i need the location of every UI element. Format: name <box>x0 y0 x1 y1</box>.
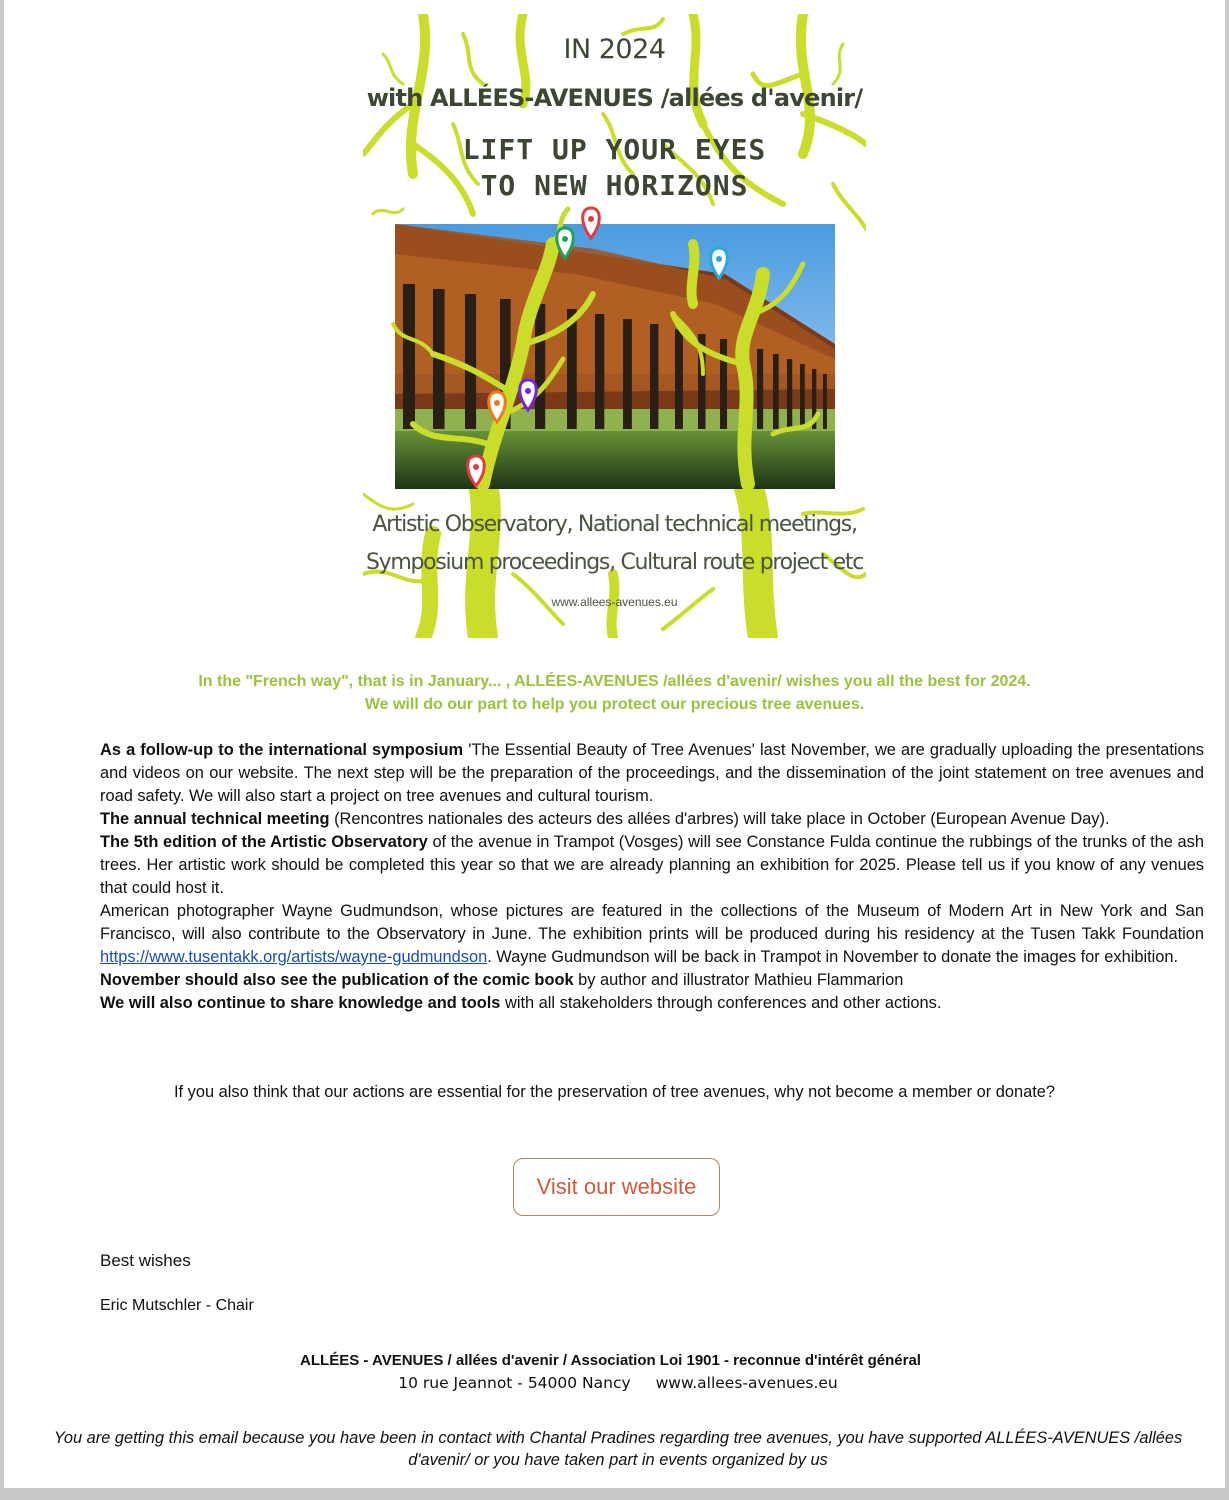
poster-image <box>363 14 866 638</box>
paragraph-symposium-bold: As a follow-up to the international symposium <box>100 741 464 759</box>
map-pin-dot <box>473 464 479 470</box>
paragraph-photographer <box>100 900 1204 969</box>
signature: Eric Mutschler - Chair <box>100 1297 254 1314</box>
paragraph-comic-book <box>100 969 1204 992</box>
paragraph-artistic-observatory <box>100 831 1204 900</box>
membership-question: If you also think that our actions are essential for the preservation of tree avenues, why not become a member or donate? <box>173 1083 1056 1101</box>
paragraph-comic-book-bold: November should also see the publication of the comic book <box>100 971 574 989</box>
poster-year: IN 2024 <box>563 34 666 65</box>
footer-website[interactable]: www.allees-avenues.eu <box>655 1374 838 1392</box>
closing-greeting: Best wishes <box>100 1251 191 1270</box>
map-pin-icon <box>557 228 574 258</box>
newsletter-body <box>100 739 1204 1015</box>
poster-org-name: with ALLÉES-AVENUES /allées d'avenir/ <box>366 84 863 112</box>
paragraph-photographer-text: American photographer Wayne Gudmundson, whose pictures are featured in the collections of the Museum of Modern Art in New York and San Francisco, will also contribute to the Observatory in June. The exhibition prints will be produced during his residency at the Tusen Takk Foundation <box>100 902 1204 943</box>
footer-org: ALLÉES - AVENUES / allées d'avenir / Association Loi 1901 - reconnue d'intérêt général <box>300 1352 921 1369</box>
poster-subtitle <box>363 506 866 582</box>
paragraph-comic-book-text: by author and illustrator Mathieu Flammarion <box>573 971 904 989</box>
paragraph-artistic-observatory-text: of the avenue in Trampot (Vosges) will see Constance Fulda continue the rubbings of the trunks of the ash trees. Her artistic work should be completed this year so that we are already planning an exhibition for 2025. Please tell us if you know of any venues that could host it. <box>100 833 1204 897</box>
map-pin-dot <box>494 400 500 406</box>
paragraph-technical-meeting-bold: The annual technical meeting <box>100 810 330 828</box>
paragraph-knowledge <box>100 992 1204 1015</box>
map-pin-icon <box>583 208 600 238</box>
poster-subtitle-line-2: Symposium proceedings, Cultural route project etc <box>365 550 863 575</box>
map-pin-dot <box>716 256 722 262</box>
map-pin-icon <box>711 248 728 278</box>
paragraph-technical-meeting <box>100 808 1204 831</box>
footer-address: 10 rue Jeannot - 54000 Nancy <box>398 1374 631 1392</box>
visit-website-button[interactable]: Visit our website <box>513 1158 720 1216</box>
map-pin-dot <box>562 236 568 242</box>
poster-subtitle-line-1: Artistic Observatory, National technical meetings, <box>372 512 857 537</box>
greeting-message <box>0 670 1229 716</box>
paragraph-symposium-text: 'The Essential Beauty of Tree Avenues' last November, we are gradually uploading the presentations and videos on our website. The next step will be the preparation of the proceedings, and the dissemination of the joint statement on tree avenues and road safety. We will also start a project on tree avenues and cultural tourism. <box>100 741 1204 805</box>
tusen-takk-link[interactable]: https://www.tusentakk.org/artists/wayne-gudmundson <box>100 948 488 966</box>
footer-address-line <box>0 1374 1229 1392</box>
greeting-line-2: We will do our part to help you protect our precious tree avenues. <box>364 696 865 713</box>
map-pin-dot <box>588 216 594 222</box>
paragraph-symposium <box>100 739 1204 808</box>
poster-url: www.allees-avenues.eu <box>551 595 678 609</box>
paragraph-photographer-text-end: . Wayne Gudmundson will be back in Trampot in November to donate the images for exhibition. <box>487 948 1179 966</box>
paragraph-artistic-observatory-bold: The 5th edition of the Artistic Observatory <box>100 833 428 851</box>
map-pin-dot <box>525 388 531 394</box>
paragraph-technical-meeting-text: (Rencontres nationales des acteurs des allées d'arbres) will take place in October (European Avenue Day). <box>329 810 1110 828</box>
poster-headline-line-1: LIFT UP YOUR EYES <box>462 133 767 166</box>
greeting-line-1: In the "French way", that is in January... , ALLÉES-AVENUES /allées d'avenir/ wishes you all the best for 2024. <box>198 673 1031 690</box>
paragraph-knowledge-text: with all stakeholders through conferences and other actions. <box>500 994 942 1012</box>
paragraph-knowledge-bold: We will also continue to share knowledge and tools <box>100 994 501 1012</box>
email-notice: You are getting this email because you have been in contact with Chantal Pradines regarding tree avenues, you have supported ALLÉES-AVENUES /allées d'avenir/ or you have taken part in events organized by us <box>53 1429 1183 1469</box>
poster-headline-line-2: TO NEW HORIZONS <box>480 169 749 202</box>
